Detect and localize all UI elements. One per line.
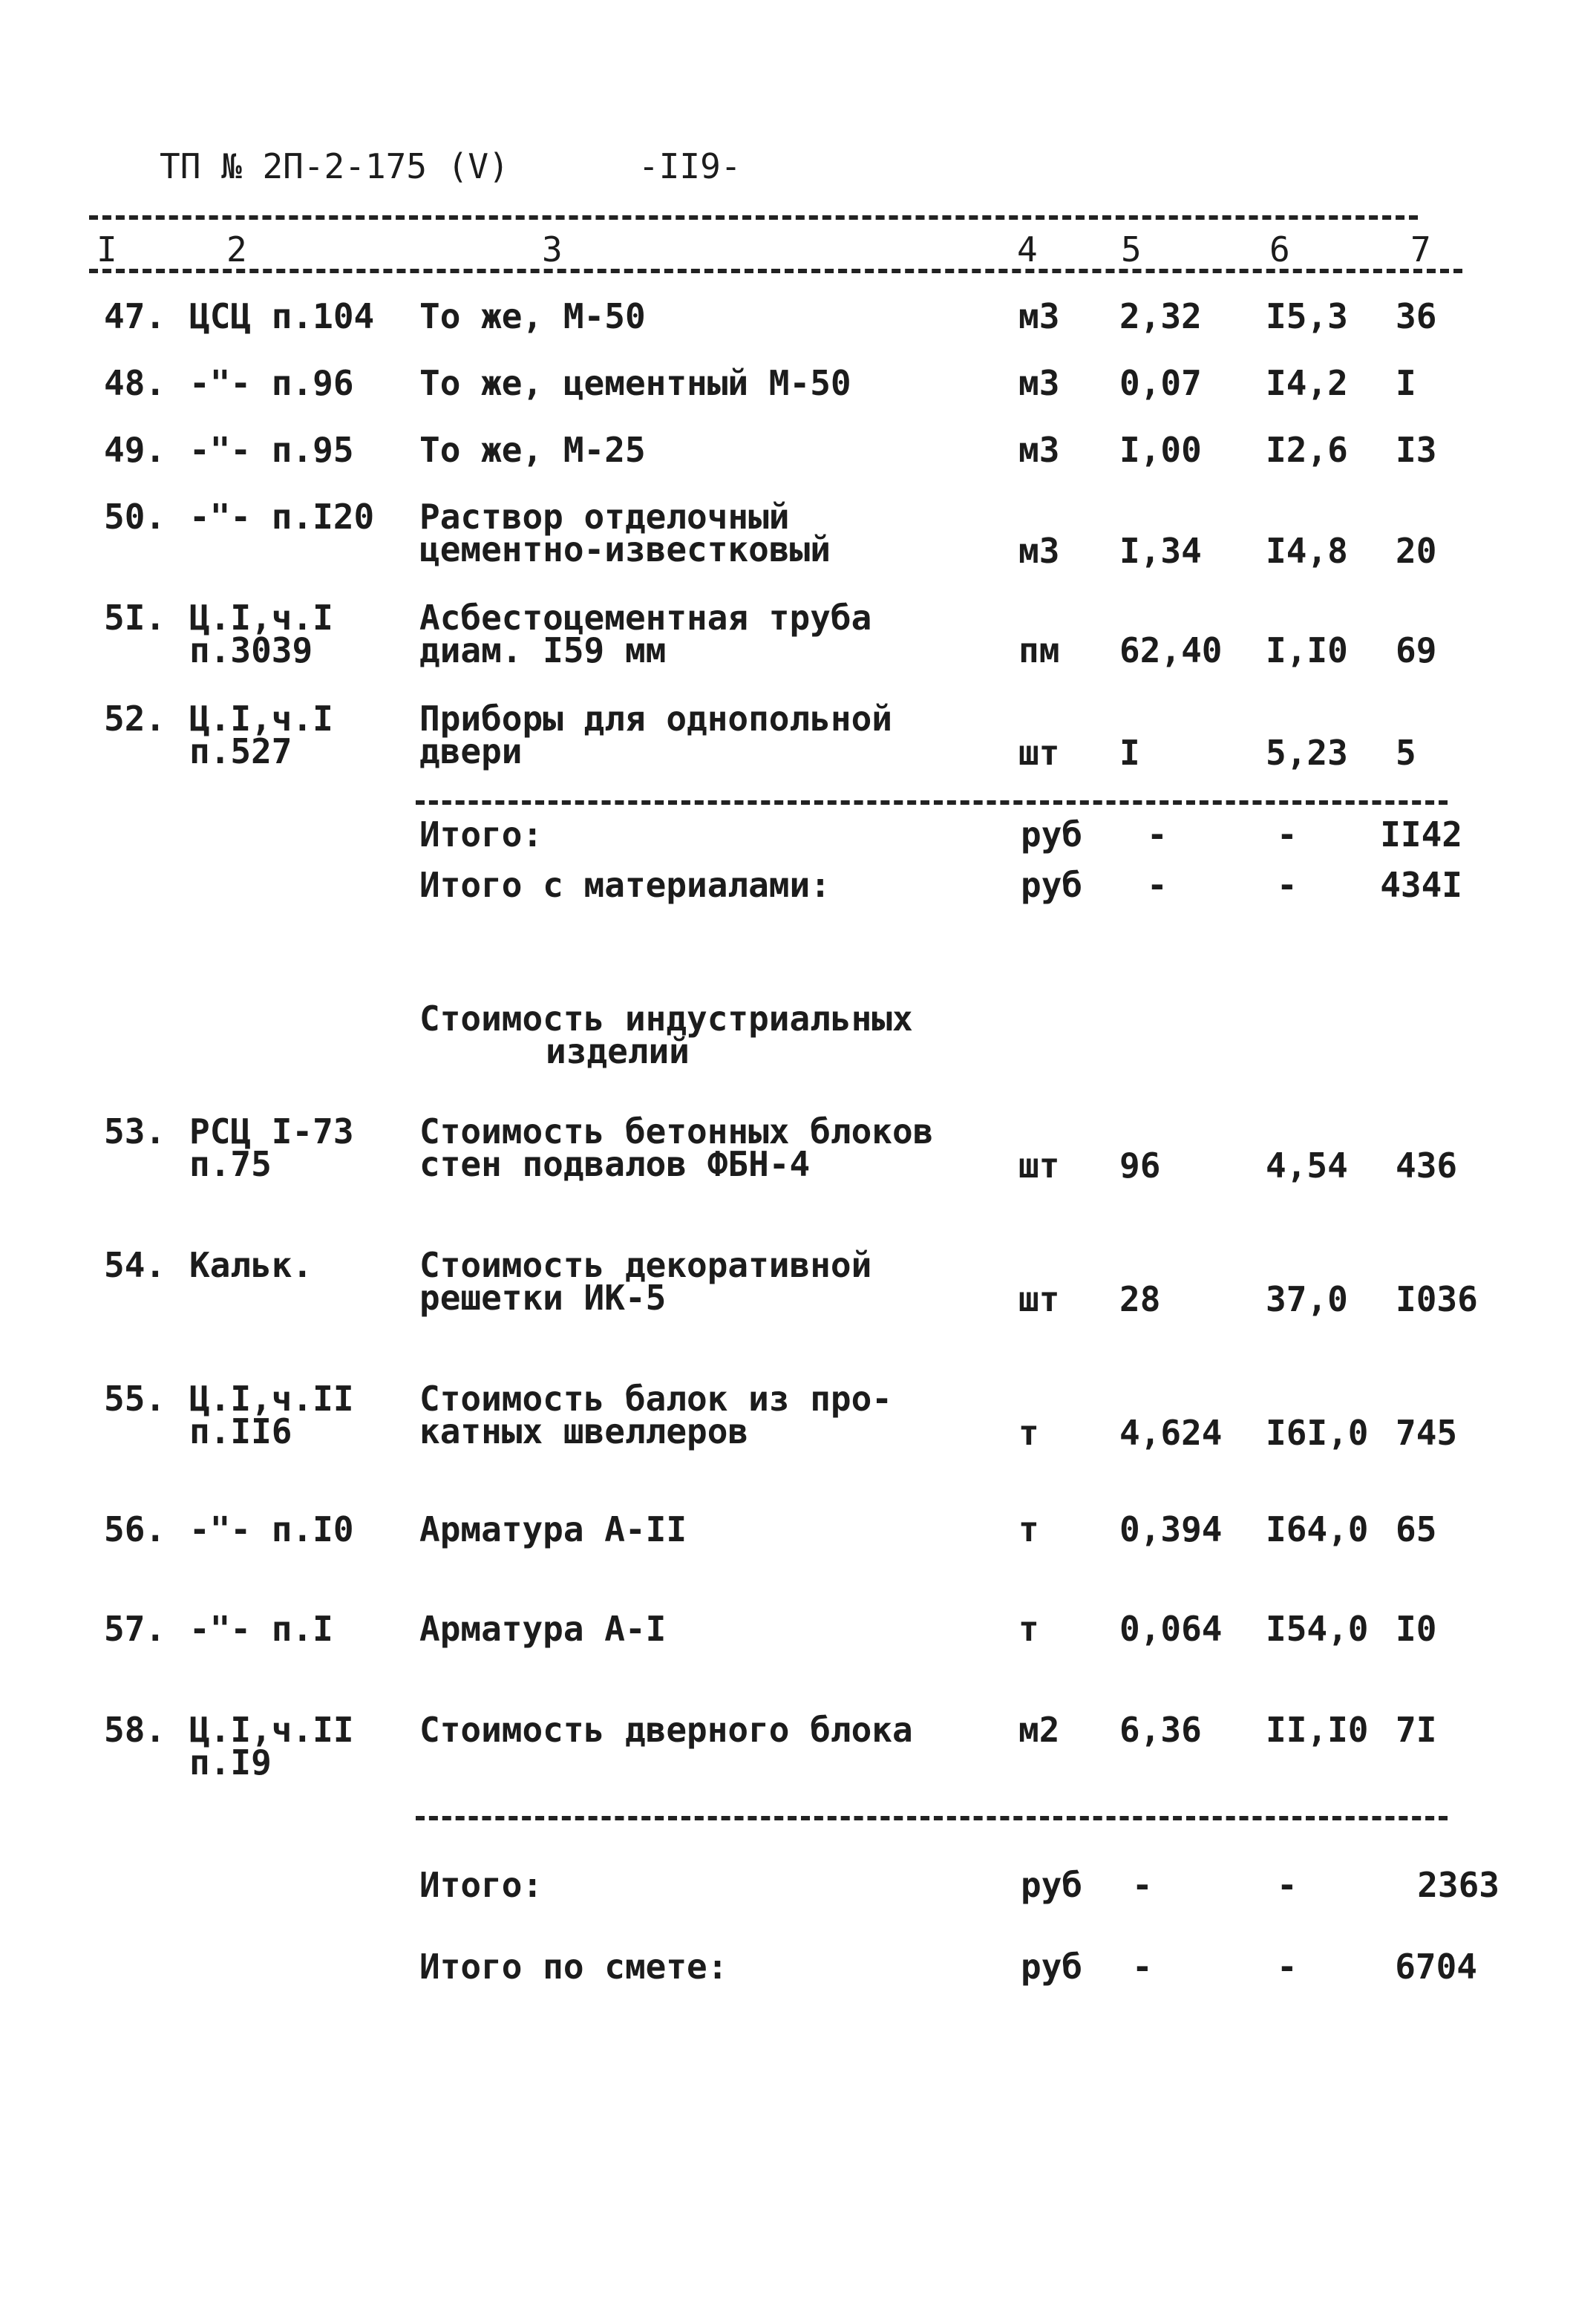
row-unit-price: 5,23 <box>1266 733 1348 773</box>
row-total: 65 <box>1396 1509 1437 1549</box>
row-number: 54. <box>104 1245 166 1285</box>
row-number: 55. <box>104 1379 166 1419</box>
row-unit-price: I64,0 <box>1266 1509 1369 1549</box>
row-number: 52. <box>104 699 166 739</box>
row-description: Приборы для однопольной <box>419 699 892 739</box>
col-number-4: 4 <box>1017 229 1038 269</box>
row-reference: -"- п.95 <box>189 430 354 470</box>
subtotal-with-materials-total: 434I <box>1380 865 1462 905</box>
row-unit-price: I4,2 <box>1266 363 1348 403</box>
row-reference: Ц.I,ч.II <box>189 1379 354 1419</box>
subtotal-label: Итого: <box>419 814 543 855</box>
row-unit-price: I,I0 <box>1266 630 1348 670</box>
row-unit: т <box>1018 1413 1039 1453</box>
subtotal-total: II42 <box>1380 814 1462 855</box>
top-divider <box>89 215 1418 220</box>
row-unit: пм <box>1018 630 1060 670</box>
row-number: 53. <box>104 1111 166 1151</box>
row-number: 49. <box>104 430 166 470</box>
row-total: 5 <box>1396 733 1416 773</box>
row-description: двери <box>419 731 523 771</box>
row-total: I3 <box>1396 430 1437 470</box>
row-total: 7I <box>1396 1710 1437 1750</box>
section-title-line-2: изделий <box>546 1031 690 1071</box>
row-unit: м3 <box>1018 296 1060 336</box>
row-reference: РСЦ I-73 <box>189 1111 354 1151</box>
row-unit: м3 <box>1018 430 1060 470</box>
row-quantity: 6,36 <box>1119 1710 1202 1750</box>
row-description: Арматура А-I <box>419 1609 667 1649</box>
row-description: решетки ИК-5 <box>419 1278 667 1318</box>
row-quantity: 0,394 <box>1119 1509 1223 1549</box>
row-unit: т <box>1018 1609 1039 1649</box>
row-number: 50. <box>104 497 166 537</box>
row-reference: п.75 <box>189 1144 272 1184</box>
row-quantity: I <box>1119 733 1140 773</box>
row-quantity: I,00 <box>1119 430 1202 470</box>
row-description: То же, М-25 <box>419 430 646 470</box>
row-unit-price: I4,8 <box>1266 531 1348 571</box>
col-number-7: 7 <box>1410 229 1431 269</box>
row-total: I0 <box>1396 1609 1437 1649</box>
row-description: катных швеллеров <box>419 1411 749 1451</box>
subtotal-with-materials-qty: - <box>1147 865 1168 905</box>
row-description: Стоимость дверного блока <box>419 1710 913 1750</box>
row-reference: п.II6 <box>189 1411 292 1451</box>
row-unit: шт <box>1018 733 1060 773</box>
row-description: То же, цементный М-50 <box>419 363 851 403</box>
row-description: диам. I59 мм <box>419 630 667 670</box>
row-reference: ЦСЦ п.104 <box>189 296 375 336</box>
subtotal-divider <box>416 800 1448 805</box>
row-reference: -"- п.I0 <box>189 1509 354 1549</box>
document-reference: ТП № 2П-2-175 (V) <box>160 146 509 186</box>
row-total: 69 <box>1396 630 1437 670</box>
row-total: 36 <box>1396 296 1437 336</box>
subtotal-qty: - <box>1147 814 1168 855</box>
row-description: Асбестоцементная труба <box>419 598 872 638</box>
row-reference: п.3039 <box>189 630 313 670</box>
industrial-subtotal-unit: руб <box>1021 1865 1083 1905</box>
grand-total-unit: руб <box>1021 1947 1083 1987</box>
grand-total-price: - <box>1277 1947 1298 1987</box>
col-number-2: 2 <box>226 229 247 269</box>
row-total: 436 <box>1396 1146 1458 1186</box>
row-unit-price: 4,54 <box>1266 1146 1348 1186</box>
subtotal-price: - <box>1277 814 1298 855</box>
row-unit: м2 <box>1018 1710 1060 1750</box>
row-unit: шт <box>1018 1279 1060 1319</box>
row-description: Стоимость бетонных блоков <box>419 1111 934 1151</box>
industrial-subtotal-price: - <box>1277 1865 1298 1905</box>
row-reference: Ц.I,ч.II <box>189 1710 354 1750</box>
row-quantity: 2,32 <box>1119 296 1202 336</box>
subtotal-unit: руб <box>1021 814 1083 855</box>
row-reference: п.527 <box>189 731 292 771</box>
row-quantity: 0,07 <box>1119 363 1202 403</box>
row-number: 47. <box>104 296 166 336</box>
subtotal-with-materials-unit: руб <box>1021 865 1083 905</box>
row-reference: -"- п.I20 <box>189 497 375 537</box>
section-title-line-1: Стоимость индустриальных <box>419 999 913 1039</box>
subtotal-with-materials-label: Итого с материалами: <box>419 865 831 905</box>
row-reference: -"- п.I <box>189 1609 333 1649</box>
row-unit: м3 <box>1018 363 1060 403</box>
row-unit: м3 <box>1018 531 1060 571</box>
row-number: 56. <box>104 1509 166 1549</box>
row-unit-price: II,I0 <box>1266 1710 1369 1750</box>
page-number: -II9- <box>638 146 742 186</box>
grand-total-qty: - <box>1132 1947 1153 1987</box>
row-unit: т <box>1018 1509 1039 1549</box>
subtotal-with-materials-price: - <box>1277 865 1298 905</box>
row-description: цементно-известковый <box>419 529 831 569</box>
grand-total-label: Итого по смете: <box>419 1947 728 1987</box>
row-reference: Ц.I,ч.I <box>189 699 333 739</box>
grand-total-total: 6704 <box>1395 1947 1477 1987</box>
final-divider <box>416 1816 1448 1820</box>
row-quantity: 96 <box>1119 1146 1161 1186</box>
row-reference: Ц.I,ч.I <box>189 598 333 638</box>
row-quantity: 28 <box>1119 1279 1161 1319</box>
row-number: 5I. <box>104 598 166 638</box>
row-description: Стоимость декоративной <box>419 1245 872 1285</box>
row-quantity: 4,624 <box>1119 1413 1223 1453</box>
row-description: Раствор отделочный <box>419 497 790 537</box>
row-description: стен подвалов ФБН-4 <box>419 1144 811 1184</box>
col-number-3: 3 <box>542 229 563 269</box>
row-unit-price: I6I,0 <box>1266 1413 1369 1453</box>
row-reference: -"- п.96 <box>189 363 354 403</box>
row-quantity: 62,40 <box>1119 630 1223 670</box>
col-number-6: 6 <box>1269 229 1290 269</box>
industrial-subtotal-total: 2363 <box>1417 1865 1499 1905</box>
row-number: 58. <box>104 1710 166 1750</box>
row-total: 745 <box>1396 1413 1458 1453</box>
row-number: 48. <box>104 363 166 403</box>
row-reference: Кальк. <box>189 1245 313 1285</box>
row-unit-price: I54,0 <box>1266 1609 1369 1649</box>
row-reference: п.I9 <box>189 1742 272 1783</box>
header-divider <box>89 269 1462 273</box>
industrial-subtotal-label: Итого: <box>419 1865 543 1905</box>
row-description: То же, М-50 <box>419 296 646 336</box>
row-quantity: I,34 <box>1119 531 1202 571</box>
row-number: 57. <box>104 1609 166 1649</box>
row-total: 20 <box>1396 531 1437 571</box>
col-number-1: I <box>97 229 117 269</box>
row-unit-price: 37,0 <box>1266 1279 1348 1319</box>
row-description: Арматура А-II <box>419 1509 687 1549</box>
row-unit-price: I5,3 <box>1266 296 1348 336</box>
industrial-subtotal-qty: - <box>1132 1865 1153 1905</box>
row-description: Стоимость балок из про- <box>419 1379 892 1419</box>
col-number-5: 5 <box>1121 229 1142 269</box>
row-unit-price: I2,6 <box>1266 430 1348 470</box>
row-total: I <box>1396 363 1416 403</box>
row-unit: шт <box>1018 1146 1060 1186</box>
row-total: I036 <box>1396 1279 1478 1319</box>
row-quantity: 0,064 <box>1119 1609 1223 1649</box>
